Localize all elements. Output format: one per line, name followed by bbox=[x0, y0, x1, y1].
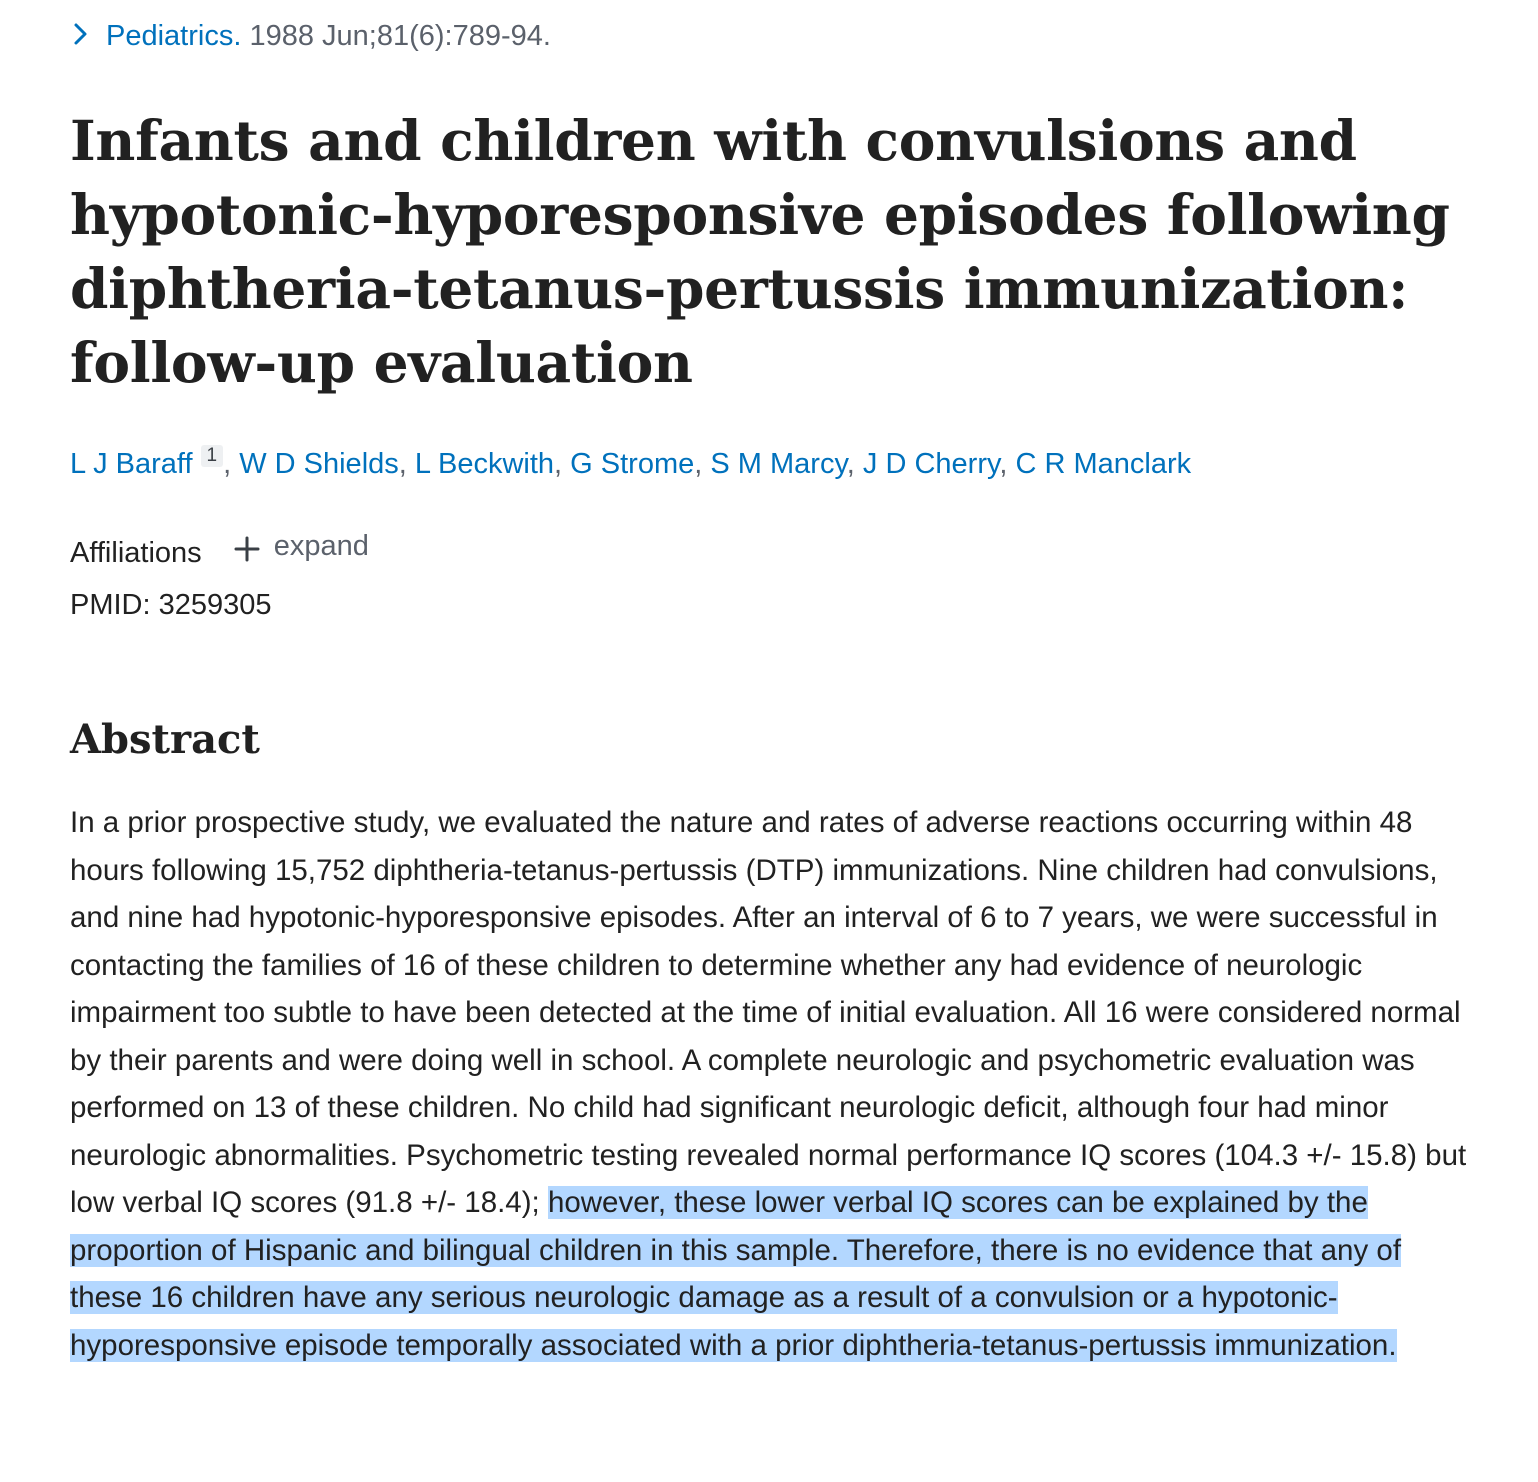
expand-label: expand bbox=[273, 530, 369, 562]
abstract-text bbox=[70, 799, 1480, 1369]
author-link[interactable]: L J Baraff bbox=[70, 448, 193, 480]
author-link[interactable]: J D Cherry bbox=[862, 448, 1000, 480]
author-link[interactable]: G Strome bbox=[570, 448, 695, 480]
author-link[interactable]: C R Manclark bbox=[1015, 448, 1192, 480]
affiliation-ref[interactable]: 1 bbox=[201, 445, 224, 467]
affiliations-label: Affiliations bbox=[70, 537, 202, 569]
author-link[interactable]: S M Marcy bbox=[710, 448, 847, 480]
chevron-right-icon[interactable] bbox=[70, 19, 92, 49]
affiliations-row bbox=[70, 526, 369, 573]
journal-link[interactable]: Pediatrics. bbox=[106, 20, 242, 52]
author-separator: , bbox=[846, 448, 863, 480]
author-link[interactable]: L Beckwith bbox=[414, 448, 555, 480]
plus-icon bbox=[234, 533, 260, 559]
abstract-text-unselected: In a prior prospective study, we evaluated the nature and rates of adverse reactions occurring within 48 hours following 15,752 diphtheria-tetanus-pertussis (DTP) immunizations. Nine children had convulsions, and nine had hypotonic-hyporesponsive episodes. After an interval of 6 to 7 years, we were successful in contacting the families of 16 of these children to determine whether any had evidence of neurologic impairment too subtle to have been detected at the time of initial evaluation. All 16 were considered normal by their parents and were doing well in school. A complete neurologic and psychometric evaluation was performed on 13 of these children. No child had significant neurologic deficit, although four had minor neurologic abnormalities. Psychometric testing revealed normal performance IQ scores (104.3 +/- 15.8) but low verbal IQ scores (91.8 +/- 18.4); bbox=[70, 806, 1467, 1219]
author-separator: , bbox=[999, 448, 1016, 480]
author-separator: , bbox=[223, 448, 240, 480]
citation-details: 1988 Jun;81(6):789-94. bbox=[241, 20, 551, 52]
affiliations-expand-button[interactable] bbox=[234, 526, 369, 566]
citation-line bbox=[70, 18, 551, 54]
pmid: PMID: 3259305 bbox=[70, 589, 272, 621]
authors-list bbox=[70, 444, 1191, 484]
author-separator: , bbox=[398, 448, 415, 480]
author-separator: , bbox=[694, 448, 711, 480]
abstract-text-selection: however, these lower verbal IQ scores can be explained by the proportion of Hispanic and bilingual children in this sample. Therefore, there is no evidence that any of these 16 children have any serious neurologic damage as a result of a convulsion or a hypotonic-hyporesponsive episode temporally associated with a prior diphtheria-tetanus-pertussis immunization. bbox=[70, 1186, 1402, 1362]
abstract-heading: Abstract bbox=[70, 716, 260, 763]
author-link[interactable]: W D Shields bbox=[239, 448, 399, 480]
article-title: Infants and children with convulsions and hypotonic-hyporesponsive episodes following diphtheria-tetanus-pertussis immunization: follow-up evaluation bbox=[70, 108, 1450, 395]
author-separator: , bbox=[554, 448, 571, 480]
